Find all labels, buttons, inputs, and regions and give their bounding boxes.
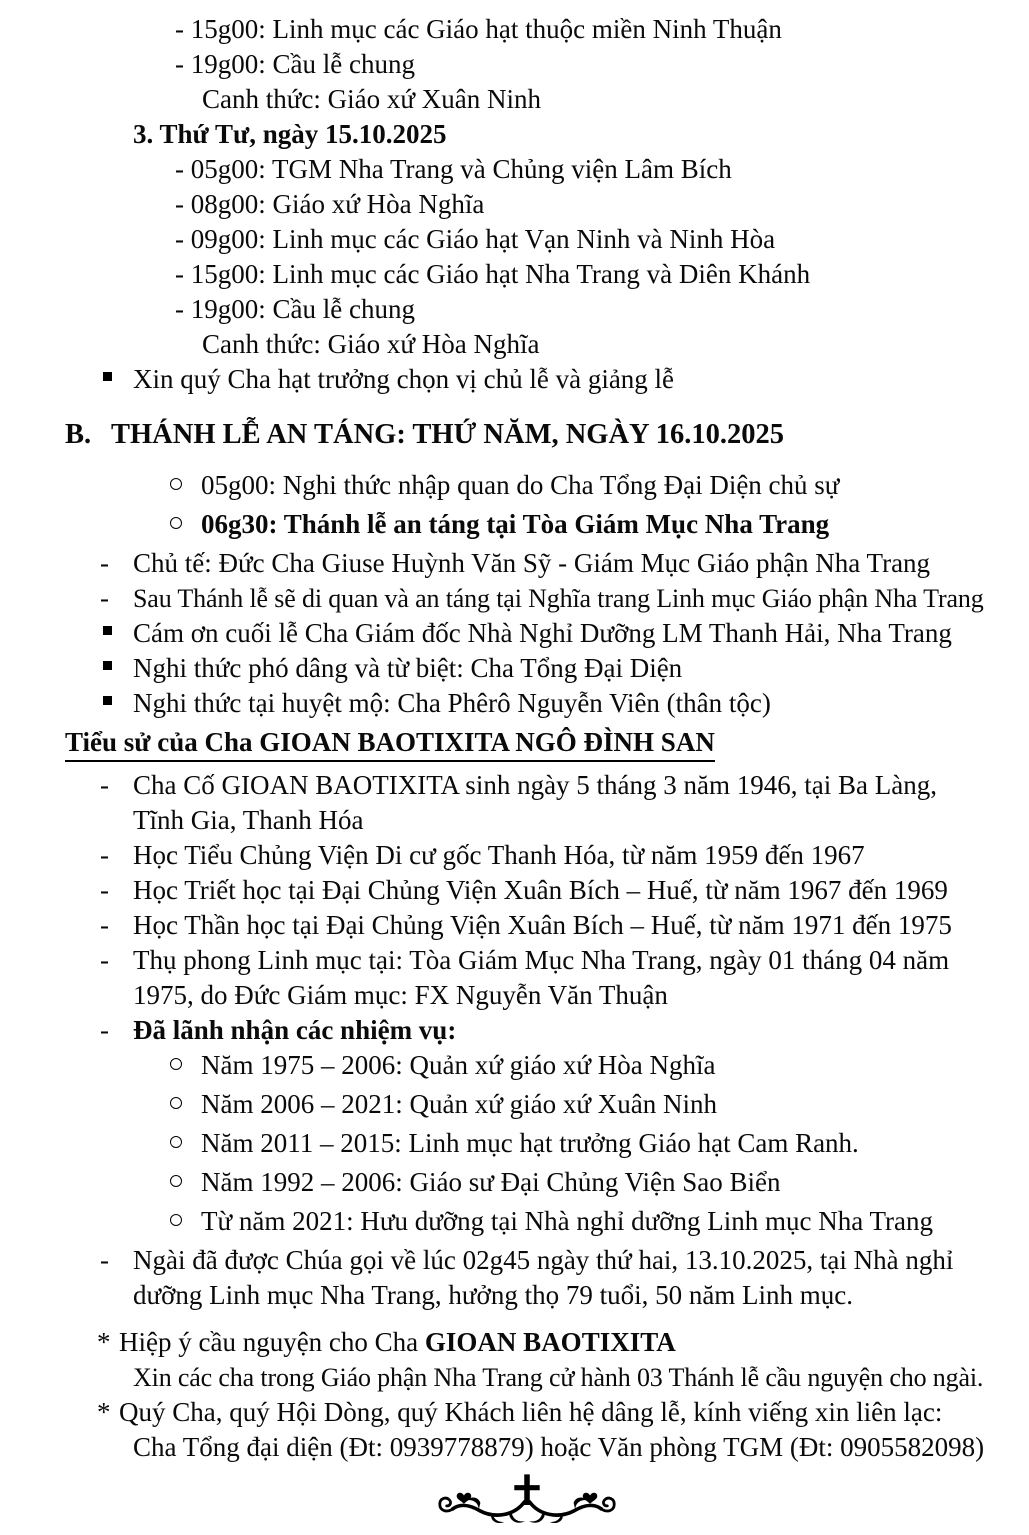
dash-bullet: - [100,583,109,613]
assignment-text: Năm 2006 – 2021: Quản xứ giáo xứ Xuân Ninh [201,1089,717,1119]
asterisk-marker: * [97,1327,111,1357]
funeral-rite-text: Cám ơn cuối lễ Cha Giám đốc Nhà Nghỉ Dưỡng LM Thanh Hải, Nha Trang [133,618,952,648]
funeral-rite-text: Nghi thức phó dâng và từ biệt: Cha Tổng Đại Diện [133,653,683,683]
funeral-rite-item [103,616,989,651]
square-bullet-icon [103,362,133,381]
assignment-item [170,1126,989,1161]
vigil-note: Canh thức: Giáo xứ Xuân Ninh [202,84,541,114]
funeral-event-text: 05g00: Nghi thức nhập quan do Cha Tổng Đại Diện chủ sự [201,470,840,500]
schedule-time-item: - 15g00: Linh mục các Giáo hạt Nha Trang và Diên Khánh [175,259,811,289]
dash-bullet: - [100,548,109,578]
funeral-detail-text: Chủ tế: Đức Cha Giuse Huỳnh Văn Sỹ - Giám Mục Giáo phận Nha Trang [133,548,931,578]
circle-bullet-icon [170,1126,201,1148]
schedule-time-item: - 19g00: Cầu lễ chung [175,49,415,79]
assignment-item [170,1048,989,1083]
schedule-time-item: - 19g00: Cầu lễ chung [175,294,415,324]
bio-fact-item [100,908,989,943]
funeral-rite-item [103,651,989,686]
asterisk-marker: * [97,1397,111,1427]
section-label: B. [65,419,92,450]
circle-bullet-icon [170,468,201,490]
schedule-note-item [103,362,989,397]
circle-bullet-icon [170,1087,201,1109]
bio-fact-text: Học Tiểu Chủng Viện Di cư gốc Thanh Hóa, từ năm 1959 đến 1967 [133,840,865,870]
assignment-text: Năm 1992 – 2006: Giáo sư Đại Chủng Viện Sao Biển [201,1167,781,1197]
funeral-detail-item [100,546,989,581]
day-heading: 3. Thứ Tư, ngày 15.10.2025 [133,119,447,149]
square-bullet-icon [103,686,133,705]
bio-fact-item [100,943,989,1013]
schedule-time-item: - 09g00: Linh mục các Giáo hạt Vạn Ninh và Ninh Hòa [175,224,776,254]
dash-bullet: - [100,910,109,940]
footer-note-contact [97,1395,989,1430]
bio-fact-text: Học Thần học tại Đại Chủng Viện Xuân Bích – Huế, từ năm 1971 đến 1975 [133,910,952,940]
funeral-event-item [170,468,989,503]
assignment-item [170,1204,989,1239]
dash-bullet: - [100,875,109,905]
assignment-item [170,1165,989,1200]
footer-note-prayer [97,1325,989,1360]
deceased-name: GIOAN BAOTIXITA [424,1327,676,1357]
dash-bullet: - [100,840,109,870]
square-bullet-icon [103,651,133,670]
assignment-text: Từ năm 2021: Hưu dưỡng tại Nhà nghỉ dưỡng Linh mục Nha Trang [201,1206,934,1236]
bio-fact-text: Cha Cố GIOAN BAOTIXITA sinh ngày 5 tháng 3 năm 1946, tại Ba Làng, Tĩnh Gia, Thanh Hóa [133,770,937,835]
bio-fact-item [100,838,989,873]
dash-bullet: - [100,770,109,800]
square-bullet-icon [103,616,133,635]
schedule-note-text: Xin quý Cha hạt trưởng chọn vị chủ lễ và giảng lễ [133,364,675,394]
funeral-detail-text: Sau Thánh lễ sẽ di quan và an táng tại Nghĩa trang Linh mục Giáo phận Nha Trang [133,584,984,613]
funeral-event-text: 06g30: Thánh lễ an táng tại Tòa Giám Mục Nha Trang [201,509,830,539]
section-title: THÁNH LỄ AN TÁNG: THỨ NĂM, NGÀY 16.10.2025 [111,419,784,450]
schedule-time-item: - 15g00: Linh mục các Giáo hạt thuộc miền Ninh Thuận [175,14,782,44]
footer-note-prayer-text: Hiệp ý cầu nguyện cho Cha GIOAN BAOTIXITA [119,1327,676,1357]
bio-death-note-text: Ngài đã được Chúa gọi về lúc 02g45 ngày thứ hai, 13.10.2025, tại Nhà nghỉ dưỡng Linh mục Nha Trang, hưởng thọ 79 tuổi, 50 năm Linh mục. [133,1245,954,1310]
vigil-note: Canh thức: Giáo xứ Hòa Nghĩa [202,329,540,359]
bio-death-note [100,1243,989,1313]
cross-flourish-ornament [65,1471,989,1535]
funeral-rite-item [103,686,989,721]
funeral-section-heading [65,417,989,452]
dash-bullet: - [100,1245,109,1275]
bio-fact-text: Học Triết học tại Đại Chủng Viện Xuân Bích – Huế, từ năm 1967 đến 1969 [133,875,948,905]
dash-bullet: - [100,1015,109,1045]
footer-notes [65,1325,989,1465]
circle-bullet-icon [170,507,201,529]
funeral-detail-item [100,581,989,616]
footer-note-contact-text: Quý Cha, quý Hội Dòng, quý Khách liên hệ dâng lễ, kính viếng xin liên lạc: [119,1397,943,1427]
circle-bullet-icon [170,1165,201,1187]
bio-assignments-label [100,1013,989,1048]
schedule-time-item: - 08g00: Giáo xứ Hòa Nghĩa [175,189,485,219]
assignment-item [170,1087,989,1122]
assignment-text: Năm 2011 – 2015: Linh mục hạt trưởng Giáo hạt Cam Ranh. [201,1128,859,1158]
assignment-text: Năm 1975 – 2006: Quản xứ giáo xứ Hòa Nghĩa [201,1050,716,1080]
bio-assignments-label-text: Đã lãnh nhận các nhiệm vụ: [133,1015,457,1045]
dash-bullet: - [100,945,109,975]
bio-fact-item [100,768,989,838]
bio-fact-item [100,873,989,908]
circle-bullet-icon [170,1204,201,1226]
bio-fact-text: Thụ phong Linh mục tại: Tòa Giám Mục Nha Trang, ngày 01 tháng 04 năm 1975, do Đức Giám mục: FX Nguyễn Văn Thuận [133,945,950,1010]
circle-bullet-icon [170,1048,201,1070]
funeral-rite-text: Nghi thức tại huyệt mộ: Cha Phêrô Nguyễn Viên (thân tộc) [133,688,771,718]
schedule-time-item: - 05g00: TGM Nha Trang và Chủng viện Lâm Bích [175,154,732,184]
footer-note-contact-detail: Cha Tổng đại diện (Đt: 0939778879) hoặc Văn phòng TGM (Đt: 0905582098) [133,1432,985,1462]
footer-note-prayer-detail: Xin các cha trong Giáo phận Nha Trang cử hành 03 Thánh lễ cầu nguyện cho ngài. [133,1363,984,1392]
funeral-event-item [170,507,989,542]
biography-heading: Tiểu sử của Cha GIOAN BAOTIXITA NGÔ ĐÌNH SAN [65,725,989,762]
